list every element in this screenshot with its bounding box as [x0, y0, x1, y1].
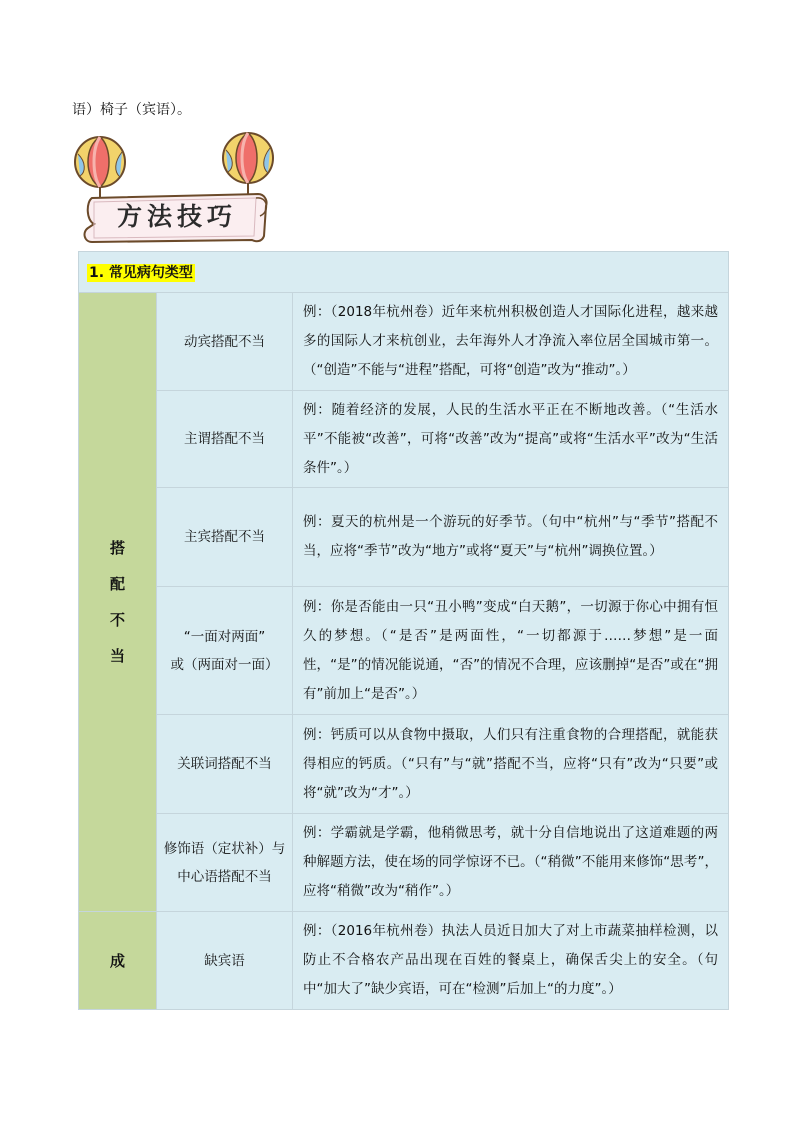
error-type: 动宾搭配不当 — [157, 293, 293, 391]
example-text: 例：学霸就是学霸，他稍微思考，就十分自信地说出了这道难题的两种解题方法，使在场的同学惊讶不已。（“稍微”不能用来修饰“思考”，应将“稍微”改为“稍作”。） — [293, 814, 729, 912]
beach-ball-icon — [223, 133, 273, 196]
example-text: 例：（2018年杭州卷）近年来杭州积极创造人才国际化进程，越来越多的国际人才来杭创业，去年海外人才净流入率位居全国城市第一。（“创造”不能与“进程”搭配，可将“创造”改为“推动”。） — [293, 293, 729, 391]
sentence-error-table — [78, 251, 729, 1010]
table-row — [79, 293, 729, 391]
table-row — [79, 912, 729, 1010]
section-title: 1. 常见病句类型 — [89, 265, 193, 281]
category-cell — [79, 293, 157, 912]
error-type: 主宾搭配不当 — [157, 488, 293, 587]
example-text: 例：夏天的杭州是一个游玩的好季节。（句中“杭州”与“季节”搭配不当，应将“季节”改为“地方”或将“夏天”与“杭州”调换位置。） — [293, 488, 729, 587]
error-type: 关联词搭配不当 — [157, 715, 293, 814]
error-type: 主谓搭配不当 — [157, 391, 293, 488]
table-row — [79, 715, 729, 814]
table-row — [79, 814, 729, 912]
example-text: 例：随着经济的发展，人民的生活水平正在不断地改善。（“生活水平”不能被“改善”，可将“改善”改为“提高”或将“生活水平”改为“生活条件”。） — [293, 391, 729, 488]
example-text: 例：（2016年杭州卷）执法人员近日加大了对上市蔬菜抽样检测，以防止不合格农产品出现在百姓的餐桌上，确保舌尖上的安全。（句中“加大了”缺少宾语，可在“检测”后加上“的力度”。） — [293, 912, 729, 1010]
example-text: 例：你是否能由一只“丑小鸭”变成“白天鹅”，一切源于你心中拥有恒久的梦想。（“是否”是两面性，“一切都源于……梦想”是一面性，“是”的情况能说通，“否”的情况不合理，应该删掉“是否”或在“拥有”前加上“是否”。） — [293, 587, 729, 715]
intro-text: 语）椅子（宾语）。 — [72, 102, 191, 118]
error-type: “一面对两面” 或（两面对一面） — [157, 587, 293, 715]
banner-title: 方法技巧 — [116, 202, 237, 231]
method-banner — [72, 132, 277, 244]
table-row — [79, 391, 729, 488]
table-header-row — [79, 252, 729, 293]
example-text: 例：钙质可以从食物中摄取，人们只有注重食物的合理搭配，就能获得相应的钙质。（“只有”与“就”搭配不当，应将“只有”改为“只要”或将“就”改为“才”。） — [293, 715, 729, 814]
error-type: 修饰语（定状补）与 中心语搭配不当 — [157, 814, 293, 912]
beach-ball-icon — [75, 137, 125, 200]
category-label: 成 — [109, 952, 125, 970]
section-header — [79, 252, 729, 293]
table-row — [79, 488, 729, 587]
error-type: 缺宾语 — [157, 912, 293, 1010]
category-label: 搭 配 不 当 — [109, 539, 125, 665]
category-cell — [79, 912, 157, 1010]
table-row — [79, 587, 729, 715]
